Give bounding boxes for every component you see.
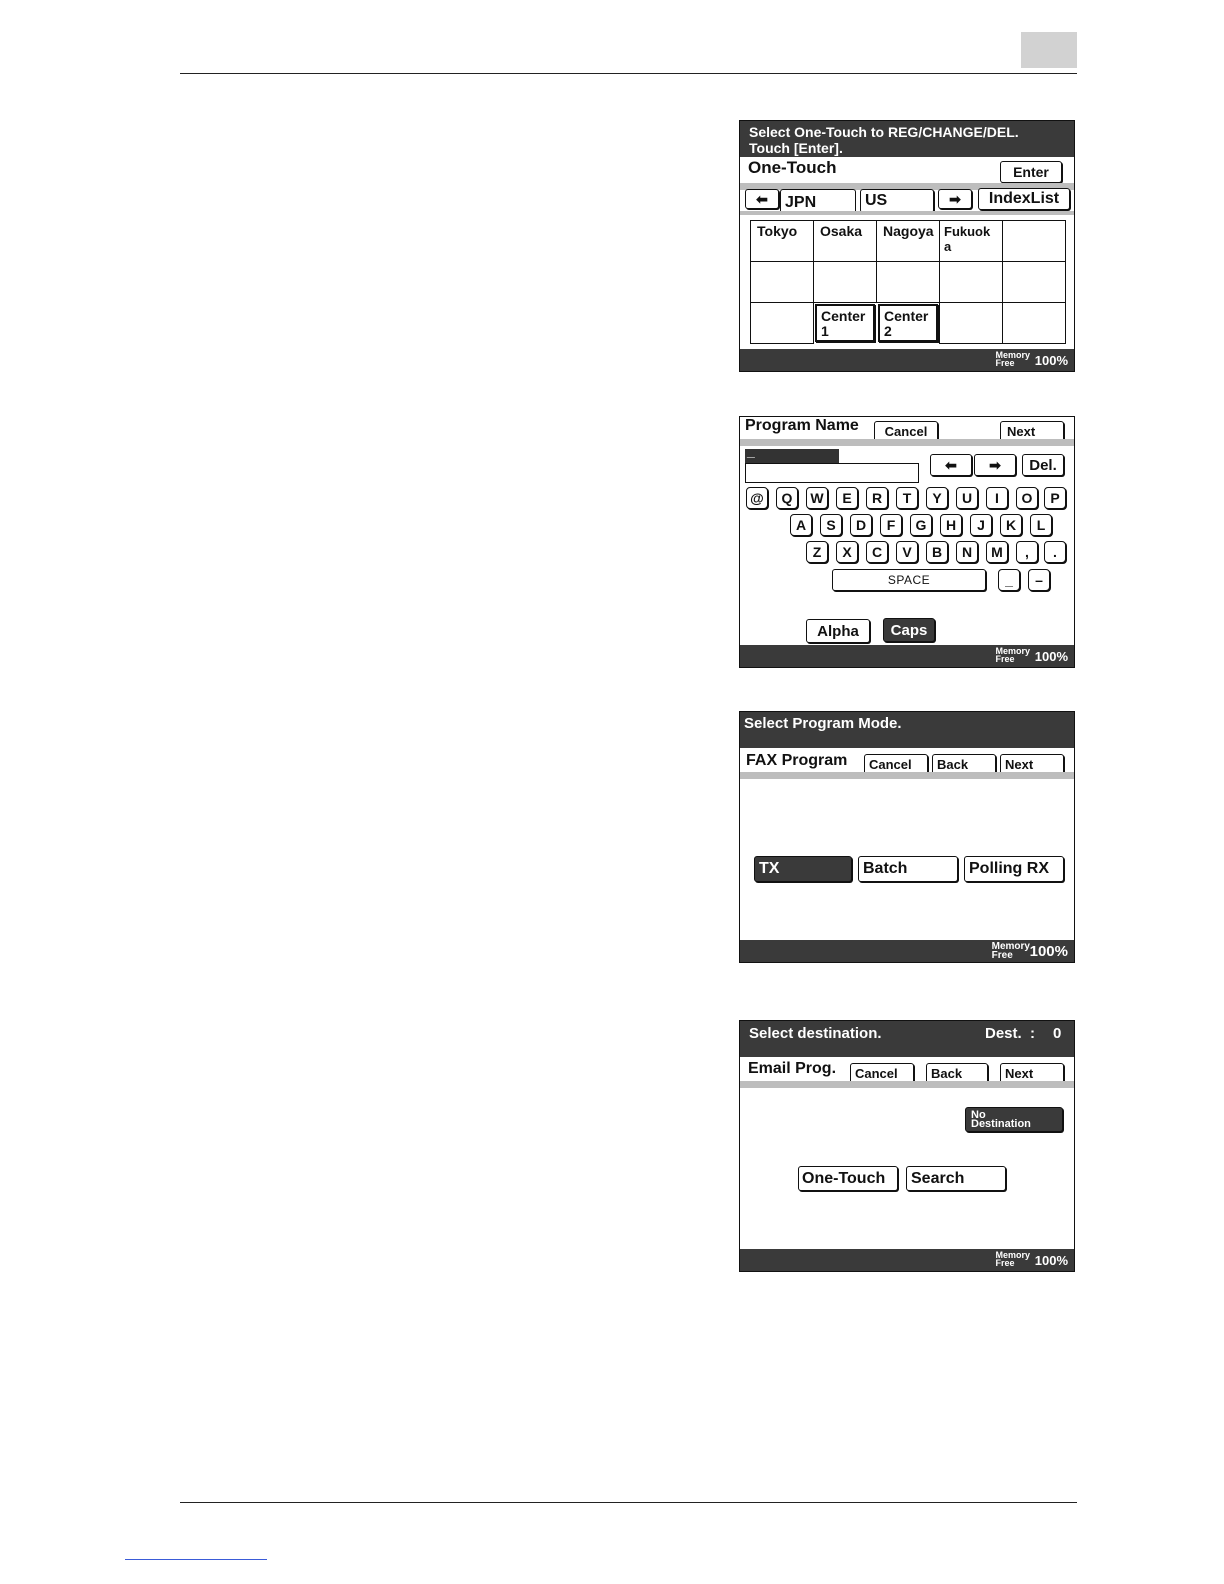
key[interactable]: B	[926, 541, 948, 563]
key[interactable]: X	[836, 541, 858, 563]
key[interactable]: H	[940, 514, 962, 536]
key[interactable]: G	[910, 514, 932, 536]
status-bar	[740, 349, 1074, 371]
key[interactable]: R	[866, 487, 888, 509]
no-destination-line2: Destination	[971, 1117, 1031, 1130]
one-touch-key[interactable]: Fukuok a	[939, 220, 1003, 262]
key[interactable]: P	[1044, 487, 1066, 509]
key[interactable]: C	[866, 541, 888, 563]
free-label: Free	[991, 950, 1013, 961]
key[interactable]: D	[850, 514, 872, 536]
key[interactable]: S	[820, 514, 842, 536]
key[interactable]: F	[880, 514, 902, 536]
one-touch-key[interactable]	[813, 261, 877, 303]
one-touch-key[interactable]	[1002, 220, 1066, 262]
page-title: FAX Program	[746, 752, 848, 769]
message-bar: Select Program Mode.	[740, 712, 1074, 748]
key[interactable]: .	[1044, 541, 1066, 563]
email-program-screen	[739, 1020, 1075, 1272]
status-bar	[740, 645, 1074, 667]
free-label: Free	[995, 1258, 1015, 1268]
back-button[interactable]: Back	[932, 754, 996, 775]
page-title: Email Prog.	[748, 1060, 837, 1077]
one-touch-key[interactable]	[750, 302, 814, 344]
key[interactable]: Y	[926, 487, 948, 509]
one-touch-key[interactable]	[1002, 302, 1066, 344]
footer-link-underline	[125, 1559, 267, 1560]
footer-rule	[180, 1502, 1077, 1503]
no-destination-line1: No	[971, 1108, 986, 1121]
one-touch-key[interactable]	[1002, 261, 1066, 303]
key[interactable]: V	[896, 541, 918, 563]
next-button[interactable]: Next	[1000, 421, 1064, 442]
one-touch-key[interactable]: Center 1	[815, 304, 875, 342]
back-button[interactable]: Back	[926, 1063, 988, 1084]
dest-label: Dest. :	[985, 1025, 1036, 1042]
one-touch-screen	[739, 120, 1075, 372]
key[interactable]: N	[956, 541, 978, 563]
name-input-field[interactable]	[745, 443, 919, 483]
cursor-left-button[interactable]	[930, 454, 972, 476]
dash-key[interactable]: –	[1028, 569, 1050, 591]
no-destination-button[interactable]	[965, 1107, 1063, 1132]
arrow-left-icon: ⬅	[945, 456, 957, 473]
tab-us[interactable]: US	[860, 189, 934, 213]
cursor-right-button[interactable]	[974, 454, 1016, 476]
key[interactable]: U	[956, 487, 978, 509]
message-line-1: Select One-Touch to REG/CHANGE/DEL.	[749, 124, 1019, 140]
one-touch-key[interactable]	[876, 261, 940, 303]
arrow-right-icon: ➡	[949, 190, 961, 207]
memory-percent: 100%	[1034, 353, 1068, 368]
program-name-screen	[739, 416, 1075, 668]
one-touch-key[interactable]: Tokyo	[750, 220, 814, 262]
message-text: Select destination.	[749, 1025, 882, 1042]
key[interactable]: I	[986, 487, 1008, 509]
key[interactable]: M	[986, 541, 1008, 563]
next-button[interactable]: Next	[1000, 754, 1064, 775]
message-bar	[740, 1021, 1074, 1057]
memory-percent: 100%	[1034, 649, 1068, 664]
key[interactable]: K	[1000, 514, 1022, 536]
dest-count: 0	[1053, 1025, 1062, 1042]
tx-mode-button[interactable]: TX	[754, 856, 852, 882]
key[interactable]: J	[970, 514, 992, 536]
key[interactable]: W	[806, 487, 828, 509]
underscore-key[interactable]: _	[998, 569, 1020, 591]
key[interactable]: Q	[776, 487, 798, 509]
index-list-button[interactable]: IndexList	[978, 188, 1070, 210]
tab-jpn[interactable]: JPN	[780, 189, 856, 215]
memory-percent: 100%	[1029, 943, 1068, 960]
status-bar	[740, 940, 1074, 962]
free-label: Free	[995, 358, 1015, 368]
fax-program-screen	[739, 711, 1075, 963]
arrow-left-icon: ⬅	[756, 190, 768, 207]
one-touch-key[interactable]	[750, 261, 814, 303]
message-bar	[740, 121, 1074, 157]
memory-label: Memory	[995, 646, 1030, 656]
memory-label: Memory	[991, 941, 1030, 952]
delete-button[interactable]: Del.	[1022, 454, 1064, 476]
cancel-button[interactable]: Cancel	[864, 754, 928, 775]
tab-prev-button[interactable]	[745, 189, 779, 209]
next-button[interactable]: Next	[1000, 1063, 1064, 1084]
arrow-right-icon: ➡	[989, 456, 1001, 473]
memory-label: Memory	[995, 350, 1030, 360]
memory-label: Memory	[995, 1250, 1030, 1260]
page-title: Program Name	[745, 417, 859, 434]
key[interactable]: Z	[806, 541, 828, 563]
alpha-button[interactable]: Alpha	[806, 619, 870, 643]
one-touch-key[interactable]	[939, 261, 1003, 303]
key[interactable]: ,	[1016, 541, 1038, 563]
enter-button[interactable]: Enter	[1000, 161, 1062, 183]
key[interactable]: E	[836, 487, 858, 509]
status-bar	[740, 1249, 1074, 1271]
polling-rx-mode-button[interactable]: Polling RX	[964, 856, 1064, 882]
one-touch-key[interactable]: Osaka	[813, 220, 877, 262]
page-title: One-Touch	[748, 158, 837, 177]
key[interactable]: L	[1030, 514, 1052, 536]
message-line-2: Touch [Enter].	[749, 140, 843, 156]
free-label: Free	[995, 654, 1015, 664]
tab-next-button[interactable]	[938, 189, 972, 209]
header-rule	[180, 73, 1077, 74]
chapter-tab	[1021, 32, 1077, 68]
key[interactable]: T	[896, 487, 918, 509]
one-touch-key[interactable]	[939, 302, 1003, 344]
key[interactable]: A	[790, 514, 812, 536]
cancel-button[interactable]: Cancel	[850, 1063, 914, 1084]
one-touch-key[interactable]: Nagoya	[876, 220, 940, 262]
key[interactable]: @	[746, 487, 768, 509]
caps-button[interactable]: Caps	[883, 618, 935, 642]
search-button[interactable]: Search	[906, 1166, 1006, 1191]
text-cursor: _	[747, 443, 755, 459]
key[interactable]: O	[1016, 487, 1038, 509]
batch-mode-button[interactable]: Batch	[858, 856, 958, 882]
memory-percent: 100%	[1034, 1253, 1068, 1268]
one-touch-key[interactable]: Center 2	[878, 304, 938, 342]
cancel-button[interactable]: Cancel	[874, 421, 938, 442]
one-touch-button[interactable]: One-Touch	[798, 1166, 898, 1191]
space-key[interactable]: SPACE	[832, 569, 986, 591]
